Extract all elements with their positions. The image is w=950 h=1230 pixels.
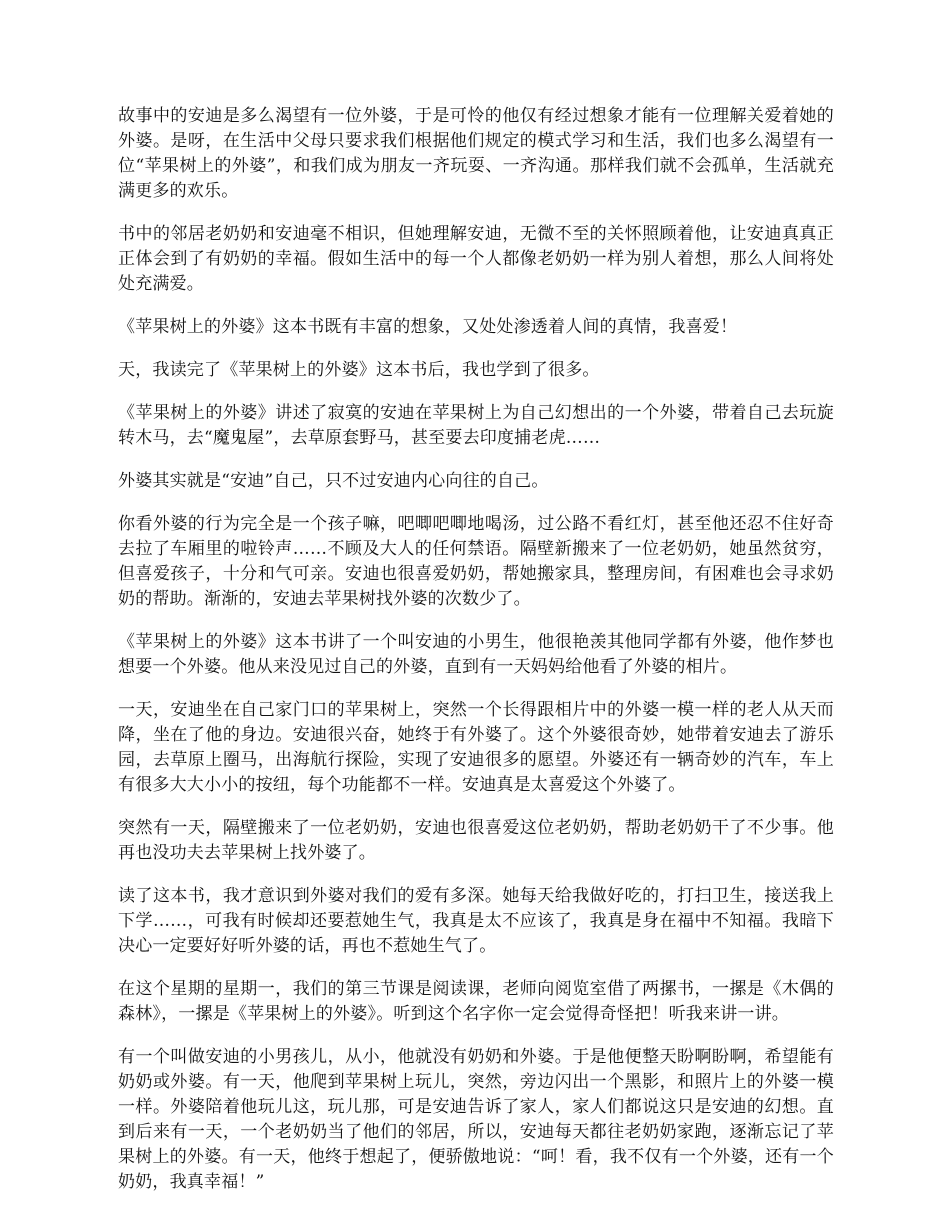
paragraph-8: 《苹果树上的外婆》这本书讲了一个叫安迪的小男生，他很艳羡其他同学都有外婆，他作梦也想要一个外婆。他从来没见过自己的外婆，直到有一天妈妈给他看了外婆的相片。	[118, 632, 834, 677]
paragraph-12: 在这个星期的星期一，我们的第三节课是阅读课，老师向阅览室借了两摞书，一摞是《木偶的森林》，一摞是《苹果树上的外婆》。听到这个名字你一定会觉得奇怪把！听我来讲一讲。	[118, 979, 834, 1024]
document-body	[118, 104, 834, 1213]
paragraph-4: 天，我读完了《苹果树上的外婆》这本书后，我也学到了很多。	[118, 360, 600, 380]
paragraph-7: 你看外婆的行为完全是一个孩子嘛，吧唧吧唧地喝汤，过公路不看红灯，甚至他还忍不住好奇去拉了车厢里的啦铃声……不顾及大人的任何禁语。隔壁新搬来了一位老奶奶，她虽然贫穷，但喜爱孩子，十分和气可亲。安迪也很喜爱奶奶，帮她搬家具，整理房间，有困难也会寻求奶奶的帮助。渐渐的，安迪去苹果树找外婆的次数少了。	[118, 514, 834, 609]
paragraph-5: 《苹果树上的外婆》讲述了寂寞的安迪在苹果树上为自己幻想出的一个外婆，带着自己去玩旋转木马，去“魔鬼屋”，去草原套野马，甚至要去印度捕老虎……	[118, 403, 834, 448]
paragraph-2: 书中的邻居老奶奶和安迪毫不相识，但她理解安迪，无微不至的关怀照顾着他，让安迪真真正正体会到了有奶奶的幸福。假如生活中的每一个人都像老奶奶一样为别人着想，那么人间将处处充满爱。	[118, 224, 834, 294]
paragraph-3: 《苹果树上的外婆》这本书既有丰富的想象，又处处渗透着人间的真情，我喜爱！	[118, 317, 738, 337]
paragraph-1: 故事中的安迪是多么渴望有一位外婆，于是可怜的他仅有经过想象才能有一位理解关爱着她的外婆。是呀，在生活中父母只要求我们根据他们规定的模式学习和生活，我们也多么渴望有一位“苹果树上的外婆”，和我们成为朋友一齐玩耍、一齐沟通。那样我们就不会孤单，生活就充满更多的欢乐。	[118, 106, 834, 201]
paragraph-10: 突然有一天，隔壁搬来了一位老奶奶，安迪也很喜爱这位老奶奶，帮助老奶奶干了不少事。他再也没功夫去苹果树上找外婆了。	[118, 818, 834, 863]
paragraph-11: 读了这本书，我才意识到外婆对我们的爱有多深。她每天给我做好吃的，打扫卫生，接送我上下学……，可我有时候却还要惹她生气，我真是太不应该了，我真是身在福中不知福。我暗下决心一定要好好听外婆的话，再也不惹她生气了。	[118, 886, 834, 956]
paragraph-6: 外婆其实就是“安迪”自己，只不过安迪内心向往的自己。	[118, 471, 549, 491]
paragraph-13: 有一个叫做安迪的小男孩儿，从小，他就没有奶奶和外婆。于是他便整天盼啊盼啊，希望能有奶奶或外婆。有一天，他爬到苹果树上玩儿，突然，旁边闪出一个黑影，和照片上的外婆一模一样。外婆陪着他玩儿这，玩儿那，可是安迪告诉了家人，家人们都说这只是安迪的幻想。直到后来有一天，一个老奶奶当了他们的邻居，所以，安迪每天都往老奶奶家跑，逐渐忘记了苹果树上的外婆。有一天，他终于想起了，便骄傲地说：“呵！看，我不仅有一个外婆，还有一个奶奶，我真幸福！”	[118, 1047, 834, 1192]
paragraph-9: 一天，安迪坐在自己家门口的苹果树上，突然一个长得跟相片中的外婆一模一样的老人从天而降，坐在了他的身边。安迪很兴奋，她终于有外婆了。这个外婆很奇妙，她带着安迪去了游乐园，去草原上圈马，出海航行探险，实现了安迪很多的愿望。外婆还有一辆奇妙的汽车，车上有很多大大小小的按纽，每个功能都不一样。安迪真是太喜爱这个外婆了。	[118, 700, 834, 795]
